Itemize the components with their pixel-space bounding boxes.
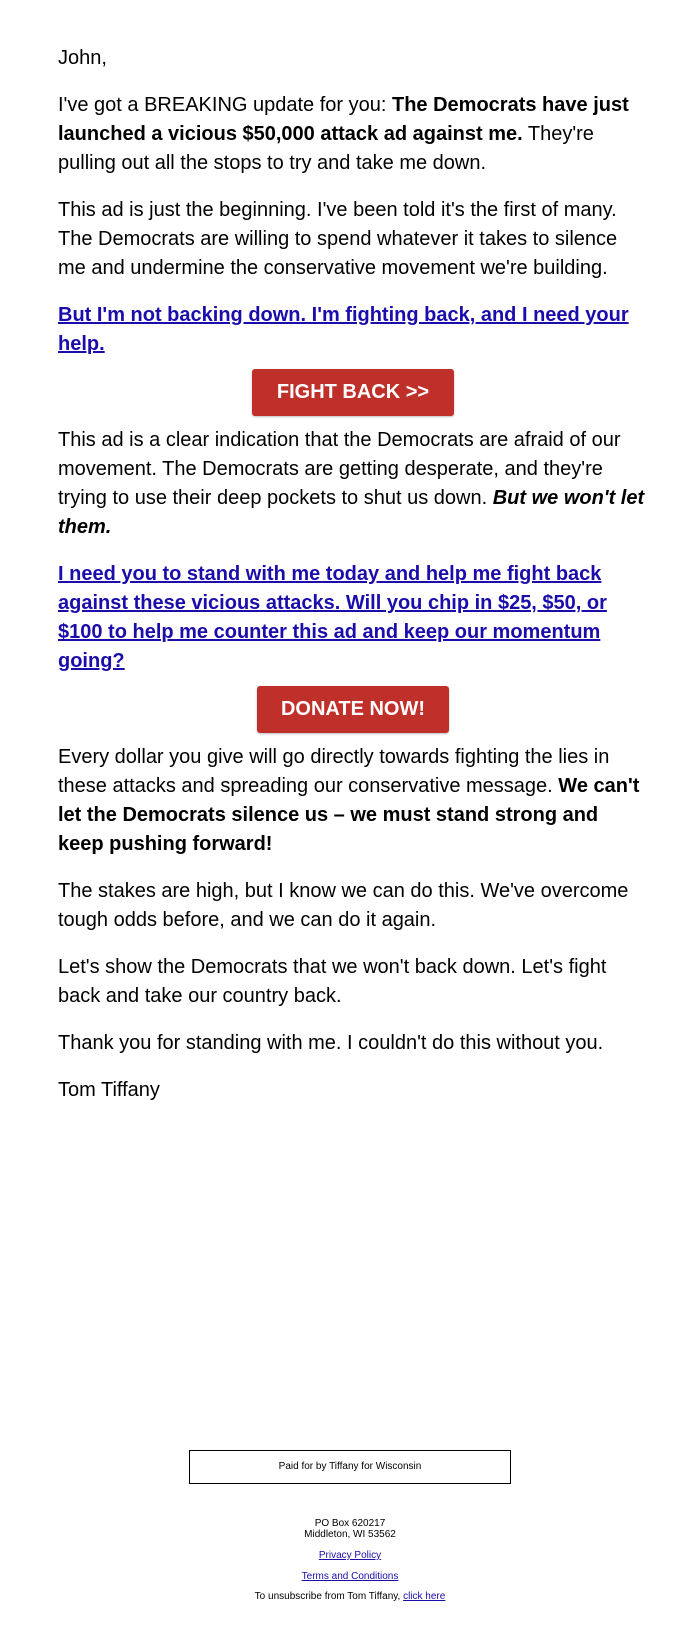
donate-now-button[interactable]: DONATE NOW! xyxy=(257,686,449,733)
paragraph-thank-you: Thank you for standing with me. I couldn't do this without you. xyxy=(58,1032,604,1054)
paragraph-show-democrats: Let's show the Democrats that we won't back down. Let's fight back and take our country back. xyxy=(58,956,607,1007)
address-line-1: PO Box 620217 xyxy=(314,1518,386,1529)
breaking-bold-text: The Democrats have just launched a vicious $50,000 attack ad against me. xyxy=(58,94,629,145)
unsubscribe-link[interactable]: click here xyxy=(403,1591,446,1602)
mailing-address xyxy=(0,1518,700,1540)
paragraph-breaking-update xyxy=(58,91,648,178)
footer xyxy=(0,1450,700,1602)
unsubscribe-line xyxy=(0,1591,700,1602)
email-body xyxy=(58,44,648,1123)
signature: Tom Tiffany xyxy=(58,1079,160,1101)
address-line-2: Middleton, WI 53562 xyxy=(304,1529,396,1540)
unsubscribe-text: To unsubscribe from Tom Tiffany, xyxy=(254,1591,404,1602)
greeting: John, xyxy=(58,47,107,69)
paragraph-link-fight xyxy=(58,301,648,359)
dollar-lead-text: Every dollar you give will go directly towards fighting the lies in these attacks and spreading our conservative message. xyxy=(58,746,610,797)
dollar-bold-text: We can't let the Democrats silence us – we must stand strong and keep pushing forward! xyxy=(58,775,640,855)
paragraph-stakes: The stakes are high, but I know we can do this. We've overcome tough odds before, and we can do it again. xyxy=(58,880,629,931)
paid-for-disclaimer: Paid for by Tiffany for Wisconsin xyxy=(189,1450,511,1484)
indication-bold-italic-text: But we won't let them. xyxy=(58,487,645,538)
privacy-policy-link[interactable]: Privacy Policy xyxy=(318,1550,382,1561)
breaking-tail-text: They're pulling out all the stops to try and take me down. xyxy=(58,123,594,174)
terms-link[interactable]: Terms and Conditions xyxy=(301,1571,399,1582)
paragraph-clear-indication xyxy=(58,426,648,542)
fight-back-link[interactable]: But I'm not backing down. I'm fighting back, and I need your help. xyxy=(58,304,629,355)
breaking-lead-text: I've got a BREAKING update for you: xyxy=(58,94,392,116)
fight-back-button-wrap xyxy=(58,369,648,416)
chip-in-link[interactable]: I need you to stand with me today and help me fight back against these vicious attacks. Will you chip in $25, $50, or $100 to help me counter this ad and keep our momentum going? xyxy=(58,563,607,672)
paragraph-every-dollar xyxy=(58,743,648,859)
paragraph-link-chip-in xyxy=(58,560,648,676)
donate-button-wrap xyxy=(58,686,648,733)
indication-lead-text: This ad is a clear indication that the Democrats are afraid of our movement. The Democrats are getting desperate, and they're trying to use their deep pockets to shut us down. xyxy=(58,429,621,509)
paragraph-beginning: This ad is just the beginning. I've been told it's the first of many. The Democrats are willing to spend whatever it takes to silence me and undermine the conservative movement we're building. xyxy=(58,199,618,279)
fight-back-button[interactable]: FIGHT BACK >> xyxy=(252,369,454,416)
